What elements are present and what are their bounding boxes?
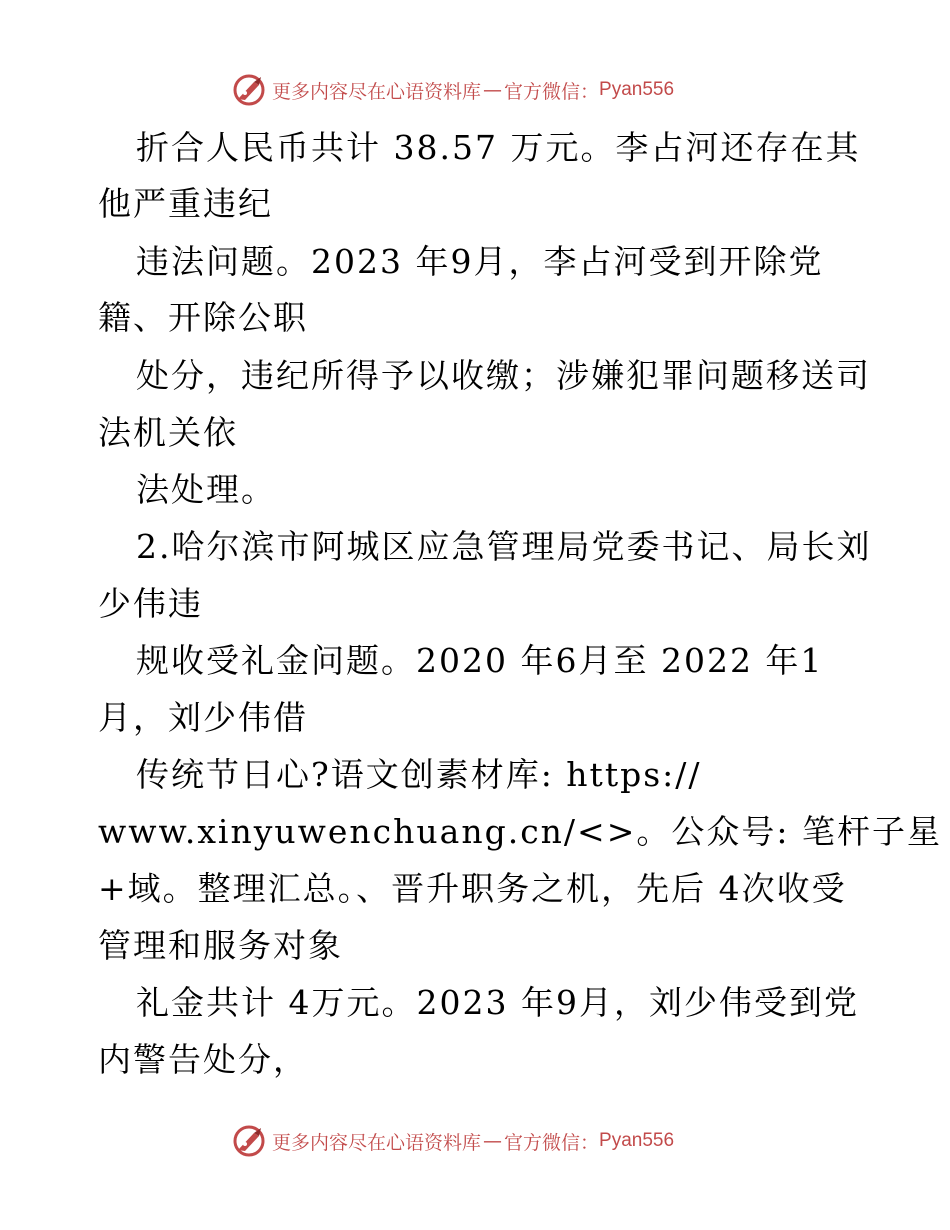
banner-text: 更多内容尽在心语资料库: [272, 80, 482, 103]
wechat-label: 官方微信：: [504, 80, 600, 103]
text-line: 法处理。: [136, 470, 276, 509]
text-line: 2.哈尔滨市阿城区应急管理局党委书记、局长刘: [136, 527, 872, 566]
wechat-label: 官方微信：: [504, 1131, 600, 1154]
footer-banner: [232, 1121, 732, 1161]
text-line: 籍、开除公职: [98, 298, 308, 337]
banner-text: 更多内容尽在心语资料库: [272, 1131, 482, 1154]
text-line: +域。整理汇总。、晋升职务之机，先后 4次收受: [98, 869, 847, 908]
banner-separator: —: [483, 79, 503, 101]
text-line: 内警告处分，: [98, 1040, 308, 1079]
text-line: 违法问题。2023 年9月，李占河受到开除党: [136, 242, 824, 281]
wechat-id: Pyan556: [599, 79, 675, 100]
text-line: 传统节日心?语文创素材库: https://: [136, 755, 702, 794]
quill-pen-icon: [232, 1124, 266, 1158]
text-line: 处分，违纪所得予以收缴；涉嫌犯罪问题移送司: [136, 356, 871, 395]
text-line: 折合人民币共计 38.57 万元。李占河还存在其: [136, 128, 861, 167]
text-line: 少伟违: [98, 584, 203, 623]
text-line: 月，刘少伟借: [98, 698, 308, 737]
text-line: 法机关依: [98, 413, 238, 452]
text-line: 管理和服务对象: [98, 926, 343, 965]
text-line: 规收受礼金问题。2020 年6月至 2022 年1: [136, 641, 824, 680]
wechat-id: Pyan556: [599, 1130, 675, 1151]
banner-separator: —: [483, 1130, 503, 1152]
text-line: 礼金共计 4万元。2023 年9月，刘少伟受到党: [136, 983, 859, 1022]
text-line: www.xinyuwenchuang.cn/<>。公众号: 笔杆子星: [98, 812, 942, 851]
text-line: 他严重违纪: [98, 184, 273, 223]
